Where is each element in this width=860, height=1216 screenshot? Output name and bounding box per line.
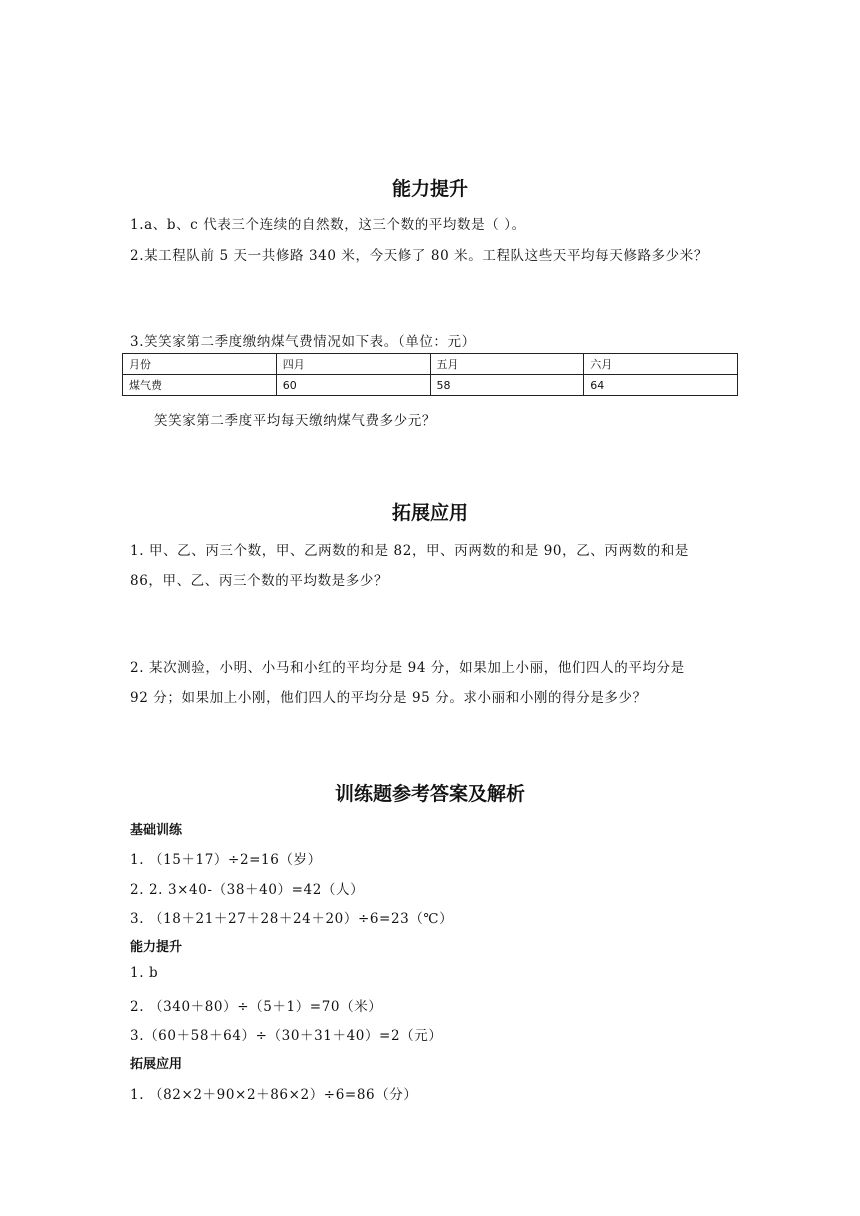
answer-item: 1. （15＋17）÷2=16（岁） — [130, 852, 322, 868]
answer-item: 1. （82×2＋90×2＋86×2）÷6=86（分） — [130, 1087, 418, 1103]
question-1: 1.a、b、c 代表三个连续的自然数，这三个数的平均数是（ ）。 — [130, 217, 526, 233]
section-title-extension: 拓展应用 — [391, 502, 468, 524]
answers-basic-heading: 基础训练 — [130, 823, 183, 838]
answer-item: 3.（60＋58＋64）÷（30＋31＋40）=2（元） — [130, 1028, 443, 1044]
section-title-ability: 能力提升 — [391, 178, 468, 200]
extension-q2-line2: 92 分；如果加上小刚，他们四人的平均分是 95 分。求小丽和小刚的得分是多少？ — [130, 690, 647, 706]
table-row — [123, 354, 738, 375]
answer-item: 1. b — [130, 965, 159, 981]
answers-title: 训练题参考答案及解析 — [334, 783, 525, 805]
gas-fee-table — [122, 353, 738, 396]
extension-q1-line2: 86，甲、乙、丙三个数的平均数是多少？ — [130, 573, 389, 589]
table-cell: 煤气费 — [123, 375, 277, 396]
table-cell: 五月 — [430, 354, 584, 375]
question-3-text: 笑笑家第二季度平均每天缴纳煤气费多少元？ — [154, 413, 436, 429]
table-cell: 月份 — [123, 354, 277, 375]
table-cell: 58 — [430, 375, 584, 396]
table-cell: 六月 — [584, 354, 738, 375]
answer-item: 2. （340＋80）÷（5＋1）=70（米） — [130, 999, 383, 1015]
table-cell: 64 — [584, 375, 738, 396]
table-row — [123, 375, 738, 396]
answer-item: 3. （18＋21＋27＋28＋24＋20）÷6=23（℃） — [130, 911, 454, 927]
table-cell: 60 — [276, 375, 430, 396]
answer-item: 2. 2. 3×40-（38＋40）=42（人） — [130, 882, 365, 898]
answers-extension-heading: 拓展应用 — [130, 1057, 183, 1072]
answers-ability-heading: 能力提升 — [130, 940, 183, 955]
extension-q1-line1: 1. 甲、乙、丙三个数，甲、乙两数的和是 82，甲、丙两数的和是 90，乙、丙两数的和是 — [130, 543, 690, 559]
table-cell: 四月 — [276, 354, 430, 375]
question-3-intro: 3.笑笑家第二季度缴纳煤气费情况如下表。（单位：元） — [130, 334, 476, 350]
extension-q2-line1: 2. 某次测验，小明、小马和小红的平均分是 94 分，如果加上小丽，他们四人的平均分是 — [130, 660, 685, 676]
question-2: 2.某工程队前 5 天一共修路 340 米，今天修了 80 米。工程队这些天平均每天修路多少米？ — [130, 248, 708, 264]
